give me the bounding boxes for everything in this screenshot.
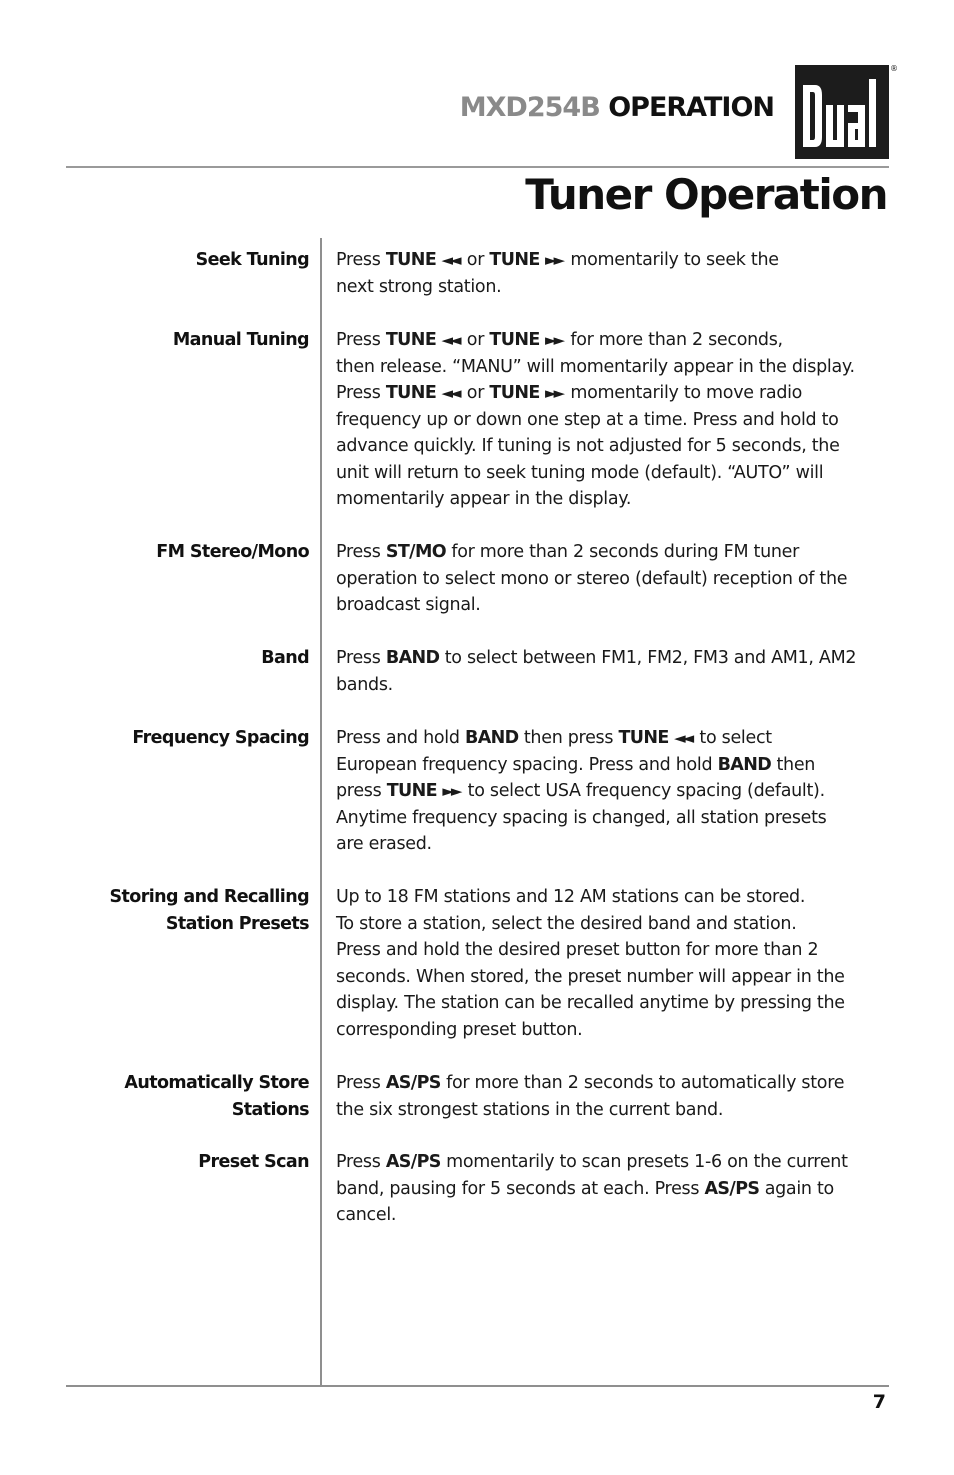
rewind-icon: ◄◄ [441, 251, 459, 269]
key-band: BAND [385, 648, 440, 668]
model-number: MXD254B [459, 92, 600, 123]
rewind-icon: ◄◄ [441, 331, 459, 349]
fast-forward-icon: ►► [545, 331, 563, 349]
body-line: corresponding preset button. [336, 1019, 583, 1040]
section-label: Band [261, 648, 309, 668]
body-line: Press ST/MO for more than 2 seconds during FM tuner [336, 542, 800, 562]
page-number: 7 [872, 1391, 886, 1413]
body-line: unit will return to seek tuning mode (default). “AUTO” will [336, 462, 824, 483]
body-line: Press TUNE ◄◄ or TUNE ►► for more than 2 seconds, [336, 330, 783, 350]
key-tune: TUNE [385, 250, 437, 270]
body-line: band, pausing for 5 seconds at each. Press AS/PS again to [336, 1178, 834, 1199]
section-label: FM Stereo/Mono [156, 542, 309, 562]
body-line: the six strongest stations in the current band. [336, 1099, 724, 1120]
key-tune: TUNE [489, 250, 540, 270]
section-body [336, 884, 896, 1043]
body-line: Press TUNE ◄◄ or TUNE ►► momentarily to seek the [336, 250, 779, 270]
fast-forward-icon: ►► [545, 384, 563, 402]
key-as-ps: AS/PS [385, 1152, 441, 1172]
body-line: operation to select mono or stereo (default) reception of the [336, 568, 848, 589]
fast-forward-icon: ►► [545, 251, 563, 269]
fast-forward-icon: ►► [442, 782, 460, 800]
key-st-mo: ST/MO [385, 542, 447, 562]
body-line: bands. [336, 674, 393, 695]
rewind-icon: ◄◄ [441, 384, 459, 402]
section-body [336, 539, 896, 619]
body-line: frequency up or down one step at a time. Press and hold to [336, 409, 839, 430]
body-line: Up to 18 FM stations and 12 AM stations can be stored. [336, 887, 806, 907]
registered-mark: ® [890, 64, 898, 73]
body-line: momentarily appear in the display. [336, 489, 632, 509]
body-line: then release. “MANU” will momentarily appear in the display. [336, 356, 855, 377]
body-line: European frequency spacing. Press and hold BAND then [336, 754, 816, 775]
section-body [336, 327, 896, 513]
key-as-ps: AS/PS [704, 1178, 760, 1199]
section-label: Storing and Recalling Station Presets [109, 887, 309, 934]
footer-rule [66, 1385, 889, 1387]
page-title: Tuner Operation [525, 170, 887, 219]
operation-label: OPERATION [608, 92, 774, 123]
body-line: Press and hold BAND then press TUNE ◄◄ to select [336, 728, 772, 748]
body-line: seconds. When stored, the preset number will appear in the [336, 966, 845, 987]
body-line: Press BAND to select between FM1, FM2, FM3 and AM1, AM2 [336, 648, 857, 668]
section-body [336, 645, 896, 698]
key-as-ps: AS/PS [385, 1073, 441, 1093]
header-rule [66, 166, 889, 168]
body-line: next strong station. [336, 276, 502, 297]
dual-logo [795, 65, 889, 159]
body-line: Press and hold the desired preset button for more than 2 [336, 940, 819, 960]
header-model-operation [440, 92, 774, 123]
body-line: To store a station, select the desired band and station. [336, 913, 797, 934]
body-line: Press TUNE ◄◄ or TUNE ►► momentarily to move radio [336, 383, 803, 403]
section-label: Seek Tuning [195, 250, 309, 270]
section-label: Automatically Store Stations [124, 1073, 309, 1120]
rewind-icon: ◄◄ [674, 729, 692, 747]
section-label: Preset Scan [198, 1152, 309, 1172]
body-line: display. The station can be recalled anytime by pressing the [336, 993, 845, 1013]
body-line: press TUNE ►► to select USA frequency spacing (default). [336, 781, 825, 801]
body-line: Anytime frequency spacing is changed, all station presets [336, 807, 827, 828]
section-body [336, 725, 896, 858]
section-body [336, 247, 896, 300]
body-line: advance quickly. If tuning is not adjusted for 5 seconds, the [336, 436, 840, 456]
section-body [336, 1070, 896, 1123]
column-divider [320, 238, 322, 1386]
body-line: cancel. [336, 1205, 397, 1225]
section-label: Manual Tuning [172, 330, 309, 350]
body-line: are erased. [336, 834, 432, 854]
body-line: broadcast signal. [336, 595, 481, 615]
section-label: Frequency Spacing [132, 728, 309, 748]
body-line: Press AS/PS for more than 2 seconds to automatically store [336, 1073, 845, 1093]
body-line: Press AS/PS momentarily to scan presets 1-6 on the current [336, 1152, 848, 1172]
section-body [336, 1149, 896, 1229]
